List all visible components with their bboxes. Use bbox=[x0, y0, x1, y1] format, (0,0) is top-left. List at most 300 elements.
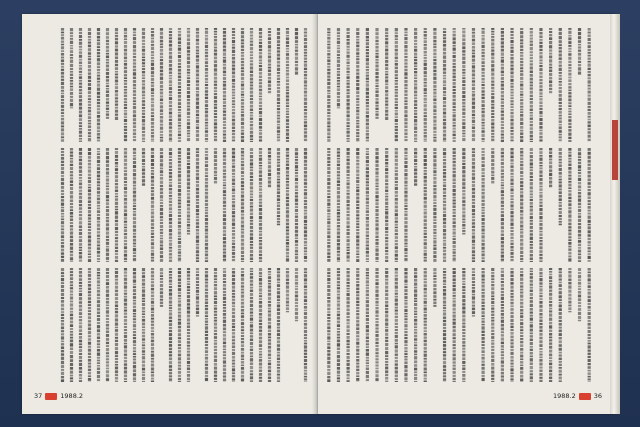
text-glyph-mark bbox=[79, 293, 82, 296]
text-glyph-mark bbox=[187, 133, 190, 135]
text-glyph-mark bbox=[443, 48, 446, 51]
text-glyph-mark bbox=[395, 173, 398, 176]
text-glyph-mark bbox=[549, 290, 552, 292]
text-glyph-mark bbox=[232, 268, 235, 270]
text-glyph-mark bbox=[259, 278, 262, 281]
text-glyph-mark bbox=[578, 209, 581, 212]
text-glyph-mark bbox=[559, 139, 562, 141]
text-glyph-mark bbox=[97, 217, 100, 220]
text-glyph-mark bbox=[462, 133, 465, 135]
text-glyph-mark bbox=[259, 28, 262, 31]
text-glyph-mark bbox=[578, 53, 581, 56]
text-glyph-mark bbox=[520, 97, 523, 99]
text-glyph-mark bbox=[462, 204, 465, 207]
text-glyph-mark bbox=[79, 76, 82, 79]
text-glyph-mark bbox=[530, 362, 533, 365]
text-glyph-mark bbox=[70, 300, 73, 302]
text-glyph-mark bbox=[88, 369, 91, 372]
text-glyph-mark bbox=[356, 138, 359, 141]
text-glyph-mark bbox=[214, 346, 217, 348]
text-glyph-mark bbox=[443, 175, 446, 177]
text-glyph-mark bbox=[187, 138, 190, 141]
text-glyph-mark bbox=[79, 152, 82, 155]
text-glyph-mark bbox=[115, 168, 118, 171]
text-glyph-mark bbox=[286, 203, 289, 206]
text-glyph-mark bbox=[115, 286, 118, 289]
text-glyph-mark bbox=[133, 245, 136, 247]
text-glyph-mark bbox=[356, 184, 359, 186]
text-glyph-mark bbox=[178, 128, 181, 130]
text-glyph-mark bbox=[250, 78, 253, 81]
text-glyph-mark bbox=[205, 154, 208, 156]
text-glyph-mark bbox=[491, 31, 494, 33]
text-glyph-mark bbox=[61, 376, 64, 378]
text-glyph-mark bbox=[88, 110, 91, 113]
text-glyph-mark bbox=[241, 326, 244, 328]
text-glyph-mark bbox=[187, 381, 190, 382]
text-glyph-mark bbox=[124, 187, 127, 190]
text-glyph-mark bbox=[520, 73, 523, 76]
text-glyph-mark bbox=[356, 200, 359, 203]
text-glyph-mark bbox=[259, 288, 262, 291]
text-glyph-mark bbox=[241, 365, 244, 367]
text-glyph-mark bbox=[482, 289, 485, 292]
text-glyph-mark bbox=[169, 162, 172, 165]
text-glyph-mark bbox=[97, 151, 100, 153]
text-glyph-mark bbox=[106, 310, 109, 313]
text-glyph-mark bbox=[295, 213, 298, 215]
text-glyph-mark bbox=[70, 218, 73, 221]
text-glyph-mark bbox=[241, 352, 244, 354]
text-glyph-mark bbox=[520, 42, 523, 44]
text-glyph-mark bbox=[241, 202, 244, 205]
text-glyph-mark bbox=[151, 305, 154, 307]
text-glyph-mark bbox=[539, 136, 542, 139]
text-glyph-mark bbox=[286, 129, 289, 132]
text-glyph-mark bbox=[178, 189, 181, 192]
text-glyph-mark bbox=[61, 213, 64, 215]
text-glyph-mark bbox=[196, 311, 199, 314]
text-glyph-mark bbox=[169, 225, 172, 228]
text-glyph-mark bbox=[549, 360, 552, 362]
text-glyph-mark bbox=[578, 250, 581, 253]
text-glyph-mark bbox=[520, 181, 523, 184]
text-glyph-mark bbox=[61, 289, 64, 292]
text-glyph-mark bbox=[549, 159, 552, 161]
text-glyph-mark bbox=[160, 152, 163, 154]
text-glyph-mark bbox=[250, 176, 253, 178]
text-glyph-mark bbox=[337, 243, 340, 246]
text-glyph-mark bbox=[250, 135, 253, 138]
text-glyph-mark bbox=[530, 304, 533, 307]
text-glyph-mark bbox=[337, 54, 340, 56]
text-glyph-mark bbox=[286, 246, 289, 248]
text-glyph-mark bbox=[472, 110, 475, 113]
text-glyph-mark bbox=[169, 156, 172, 158]
text-glyph-mark bbox=[205, 308, 208, 311]
text-glyph-mark bbox=[241, 114, 244, 117]
text-glyph-mark bbox=[97, 137, 100, 139]
text-glyph-mark bbox=[286, 184, 289, 187]
text-glyph-mark bbox=[259, 188, 262, 191]
text-glyph-mark bbox=[443, 341, 446, 343]
text-glyph-mark bbox=[88, 221, 91, 223]
text-glyph-mark bbox=[501, 205, 504, 207]
text-glyph-mark bbox=[462, 348, 465, 350]
text-glyph-mark bbox=[133, 110, 136, 113]
text-glyph-mark bbox=[539, 377, 542, 379]
text-glyph-mark bbox=[482, 334, 485, 336]
text-glyph-mark bbox=[578, 175, 581, 177]
text-glyph-mark bbox=[124, 243, 127, 245]
text-glyph-mark bbox=[424, 314, 427, 317]
text-glyph-mark bbox=[588, 80, 591, 83]
text-glyph-mark bbox=[142, 275, 145, 278]
text-glyph-mark bbox=[169, 97, 172, 100]
text-glyph-mark bbox=[549, 330, 552, 333]
text-glyph-mark bbox=[277, 284, 280, 287]
text-glyph-mark bbox=[169, 327, 172, 329]
text-glyph-mark bbox=[214, 272, 217, 274]
text-glyph-mark bbox=[510, 122, 513, 125]
text-glyph-mark bbox=[223, 268, 226, 270]
text-glyph-mark bbox=[501, 88, 504, 90]
text-glyph-mark bbox=[404, 87, 407, 89]
text-glyph-mark bbox=[115, 198, 118, 200]
text-glyph-mark bbox=[133, 177, 136, 180]
text-glyph-mark bbox=[414, 311, 417, 313]
text-glyph-mark bbox=[395, 112, 398, 115]
text-glyph-mark bbox=[327, 239, 330, 241]
text-glyph-mark bbox=[559, 159, 562, 161]
text-glyph-mark bbox=[205, 195, 208, 198]
text-glyph-mark bbox=[433, 251, 436, 254]
text-glyph-mark bbox=[453, 225, 456, 228]
text-glyph-mark bbox=[205, 130, 208, 133]
text-glyph-mark bbox=[79, 159, 82, 162]
text-glyph-mark bbox=[241, 217, 244, 220]
text-glyph-mark bbox=[88, 193, 91, 196]
text-glyph-mark bbox=[414, 166, 417, 168]
text-glyph-mark bbox=[395, 86, 398, 88]
text-glyph-mark bbox=[559, 361, 562, 363]
text-glyph-mark bbox=[433, 131, 436, 133]
text-glyph-mark bbox=[214, 177, 217, 180]
text-glyph-mark bbox=[491, 119, 494, 122]
text-glyph-mark bbox=[395, 132, 398, 134]
text-glyph-mark bbox=[424, 351, 427, 353]
text-glyph-mark bbox=[124, 349, 127, 352]
text-glyph-mark bbox=[568, 35, 571, 37]
text-glyph-mark bbox=[88, 101, 91, 103]
text-glyph-mark bbox=[347, 152, 350, 155]
text-glyph-mark bbox=[539, 162, 542, 164]
text-glyph-mark bbox=[259, 148, 262, 150]
text-glyph-mark bbox=[151, 148, 154, 151]
text-glyph-mark bbox=[151, 112, 154, 114]
text-glyph-mark bbox=[539, 272, 542, 274]
text-glyph-mark bbox=[133, 248, 136, 251]
text-glyph-mark bbox=[304, 323, 307, 326]
text-glyph-mark bbox=[404, 296, 407, 299]
text-glyph-mark bbox=[385, 223, 388, 226]
text-glyph-mark bbox=[70, 92, 73, 95]
text-glyph-mark bbox=[491, 278, 494, 280]
text-glyph-mark bbox=[88, 320, 91, 322]
text-glyph-mark bbox=[178, 211, 181, 213]
text-glyph-mark bbox=[169, 55, 172, 58]
text-glyph-mark bbox=[588, 350, 591, 352]
text-glyph-mark bbox=[286, 304, 289, 306]
text-glyph-mark bbox=[151, 122, 154, 125]
text-glyph-mark bbox=[327, 171, 330, 174]
text-glyph-mark bbox=[327, 242, 330, 244]
text-glyph-mark bbox=[115, 260, 118, 262]
text-glyph-mark bbox=[214, 100, 217, 103]
text-glyph-mark bbox=[133, 59, 136, 62]
text-glyph-mark bbox=[462, 106, 465, 108]
text-glyph-mark bbox=[133, 191, 136, 194]
text-glyph-mark bbox=[366, 247, 369, 250]
text-glyph-mark bbox=[356, 152, 359, 155]
text-glyph-mark bbox=[549, 346, 552, 349]
text-glyph-mark bbox=[61, 346, 64, 349]
text-glyph-mark bbox=[304, 292, 307, 295]
text-glyph-mark bbox=[443, 243, 446, 246]
text-glyph-mark bbox=[151, 354, 154, 357]
text-glyph-mark bbox=[79, 371, 82, 374]
text-glyph-mark bbox=[375, 83, 378, 85]
text-glyph-mark bbox=[169, 301, 172, 304]
text-glyph-mark bbox=[304, 116, 307, 118]
text-glyph-mark bbox=[259, 49, 262, 51]
text-glyph-mark bbox=[142, 283, 145, 286]
text-glyph-mark bbox=[304, 45, 307, 48]
text-glyph-mark bbox=[520, 341, 523, 344]
text-glyph-mark bbox=[187, 166, 190, 169]
text-glyph-mark bbox=[232, 159, 235, 162]
text-glyph-mark bbox=[549, 155, 552, 158]
text-glyph-mark bbox=[88, 346, 91, 348]
text-glyph-mark bbox=[462, 46, 465, 49]
text-glyph-mark bbox=[160, 81, 163, 84]
text-glyph-mark bbox=[501, 190, 504, 193]
text-glyph-mark bbox=[424, 173, 427, 175]
text-glyph-mark bbox=[482, 35, 485, 37]
text-glyph-mark bbox=[578, 253, 581, 255]
text-glyph-mark bbox=[115, 165, 118, 167]
text-glyph-mark bbox=[337, 57, 340, 59]
text-glyph-mark bbox=[366, 92, 369, 95]
text-glyph-mark bbox=[286, 239, 289, 241]
text-glyph-mark bbox=[530, 114, 533, 116]
text-glyph-mark bbox=[169, 286, 172, 288]
text-glyph-mark bbox=[151, 236, 154, 238]
text-glyph-mark bbox=[196, 80, 199, 82]
text-glyph-mark bbox=[520, 319, 523, 321]
text-glyph-mark bbox=[286, 28, 289, 30]
text-glyph-mark bbox=[160, 62, 163, 65]
text-glyph-mark bbox=[356, 207, 359, 209]
text-glyph-mark bbox=[61, 256, 64, 258]
text-glyph-mark bbox=[250, 346, 253, 348]
text-glyph-mark bbox=[142, 141, 145, 142]
text-glyph-mark bbox=[385, 67, 388, 70]
text-glyph-mark bbox=[347, 225, 350, 228]
text-glyph-mark bbox=[588, 52, 591, 54]
text-glyph-mark bbox=[97, 346, 100, 348]
text-glyph-mark bbox=[241, 111, 244, 113]
text-glyph-mark bbox=[327, 90, 330, 92]
text-glyph-mark bbox=[366, 83, 369, 86]
text-glyph-mark bbox=[424, 112, 427, 114]
text-glyph-mark bbox=[559, 72, 562, 74]
text-glyph-mark bbox=[559, 358, 562, 361]
text-glyph-mark bbox=[115, 290, 118, 293]
text-glyph-mark bbox=[462, 371, 465, 373]
text-glyph-mark bbox=[578, 244, 581, 247]
text-glyph-mark bbox=[414, 43, 417, 45]
text-glyph-mark bbox=[520, 106, 523, 108]
text-glyph-mark bbox=[510, 293, 513, 295]
text-glyph-mark bbox=[88, 284, 91, 287]
text-glyph-mark bbox=[232, 308, 235, 311]
text-glyph-mark bbox=[286, 86, 289, 88]
text-glyph-mark bbox=[124, 86, 127, 88]
text-glyph-mark bbox=[97, 277, 100, 279]
text-glyph-mark bbox=[530, 112, 533, 114]
text-glyph-mark bbox=[424, 367, 427, 370]
text-glyph-mark bbox=[142, 332, 145, 334]
text-glyph-mark bbox=[375, 90, 378, 93]
text-glyph-mark bbox=[578, 159, 581, 161]
text-glyph-mark bbox=[530, 51, 533, 53]
text-glyph-mark bbox=[304, 128, 307, 130]
text-glyph-mark bbox=[510, 362, 513, 364]
text-glyph-mark bbox=[295, 215, 298, 217]
text-glyph-mark bbox=[79, 278, 82, 281]
text-glyph-mark bbox=[88, 235, 91, 238]
text-glyph-mark bbox=[97, 201, 100, 204]
text-glyph-mark bbox=[214, 68, 217, 71]
text-glyph-mark bbox=[241, 55, 244, 57]
text-glyph-mark bbox=[443, 312, 446, 315]
text-glyph-mark bbox=[133, 213, 136, 216]
text-glyph-mark bbox=[277, 72, 280, 74]
text-glyph-mark bbox=[539, 356, 542, 358]
text-glyph-mark bbox=[588, 378, 591, 380]
text-glyph-mark bbox=[491, 136, 494, 138]
text-glyph-mark bbox=[160, 247, 163, 250]
text-glyph-mark bbox=[259, 305, 262, 308]
text-glyph-mark bbox=[115, 155, 118, 158]
text-glyph-mark bbox=[160, 148, 163, 151]
text-glyph-mark bbox=[414, 53, 417, 56]
text-glyph-mark bbox=[151, 333, 154, 336]
text-glyph-mark bbox=[70, 228, 73, 230]
text-glyph-mark bbox=[178, 148, 181, 150]
text-glyph-mark bbox=[414, 83, 417, 85]
text-glyph-mark bbox=[232, 299, 235, 301]
text-glyph-mark bbox=[588, 353, 591, 355]
text-glyph-mark bbox=[286, 294, 289, 297]
text-glyph-mark bbox=[559, 278, 562, 280]
text-glyph-mark bbox=[295, 209, 298, 212]
text-glyph-mark bbox=[510, 188, 513, 191]
text-glyph-mark bbox=[196, 226, 199, 229]
text-glyph-mark bbox=[491, 317, 494, 319]
text-glyph-mark bbox=[88, 180, 91, 183]
text-glyph-mark bbox=[133, 122, 136, 124]
text-glyph-mark bbox=[151, 314, 154, 317]
text-glyph-mark bbox=[530, 57, 533, 59]
text-glyph-mark bbox=[61, 167, 64, 170]
text-glyph-mark bbox=[482, 207, 485, 209]
text-glyph-mark bbox=[124, 282, 127, 285]
text-glyph-mark bbox=[169, 31, 172, 33]
text-glyph-mark bbox=[169, 354, 172, 356]
text-glyph-mark bbox=[97, 39, 100, 41]
text-glyph-mark bbox=[404, 169, 407, 172]
text-glyph-mark bbox=[133, 337, 136, 339]
text-glyph-mark bbox=[404, 177, 407, 180]
text-glyph-mark bbox=[70, 164, 73, 166]
text-glyph-mark bbox=[395, 49, 398, 52]
text-glyph-mark bbox=[482, 90, 485, 92]
text-glyph-mark bbox=[124, 170, 127, 172]
text-glyph-mark bbox=[196, 202, 199, 204]
text-glyph-mark bbox=[205, 141, 208, 142]
text-glyph-mark bbox=[304, 167, 307, 170]
text-glyph-mark bbox=[453, 205, 456, 208]
text-glyph-mark bbox=[588, 271, 591, 273]
text-glyph-mark bbox=[124, 370, 127, 373]
text-glyph-mark bbox=[530, 148, 533, 151]
text-glyph-mark bbox=[142, 338, 145, 340]
text-glyph-mark bbox=[510, 378, 513, 380]
text-glyph-mark bbox=[327, 199, 330, 202]
text-glyph-mark bbox=[214, 90, 217, 92]
text-glyph-mark bbox=[286, 119, 289, 122]
text-glyph-mark bbox=[539, 188, 542, 191]
text-glyph-mark bbox=[375, 217, 378, 219]
text-glyph-mark bbox=[88, 342, 91, 345]
text-glyph-mark bbox=[347, 95, 350, 98]
text-glyph-mark bbox=[106, 227, 109, 230]
text-glyph-mark bbox=[304, 340, 307, 342]
text-glyph-mark bbox=[453, 128, 456, 130]
text-glyph-mark bbox=[327, 182, 330, 185]
text-glyph-mark bbox=[472, 59, 475, 62]
text-glyph-mark bbox=[453, 319, 456, 321]
text-glyph-mark bbox=[327, 59, 330, 62]
text-glyph-mark bbox=[259, 348, 262, 350]
text-glyph-mark bbox=[366, 255, 369, 258]
text-glyph-mark bbox=[277, 130, 280, 133]
text-glyph-mark bbox=[124, 151, 127, 154]
text-glyph-mark bbox=[205, 251, 208, 253]
text-glyph-mark bbox=[241, 94, 244, 96]
text-glyph-mark bbox=[433, 247, 436, 250]
text-glyph-mark bbox=[304, 247, 307, 249]
text-glyph-mark bbox=[160, 56, 163, 58]
text-glyph-mark bbox=[304, 203, 307, 205]
text-glyph-mark bbox=[97, 96, 100, 99]
text-glyph-mark bbox=[520, 274, 523, 277]
text-glyph-mark bbox=[501, 320, 504, 323]
text-glyph-mark bbox=[124, 298, 127, 301]
text-glyph-mark bbox=[578, 237, 581, 239]
